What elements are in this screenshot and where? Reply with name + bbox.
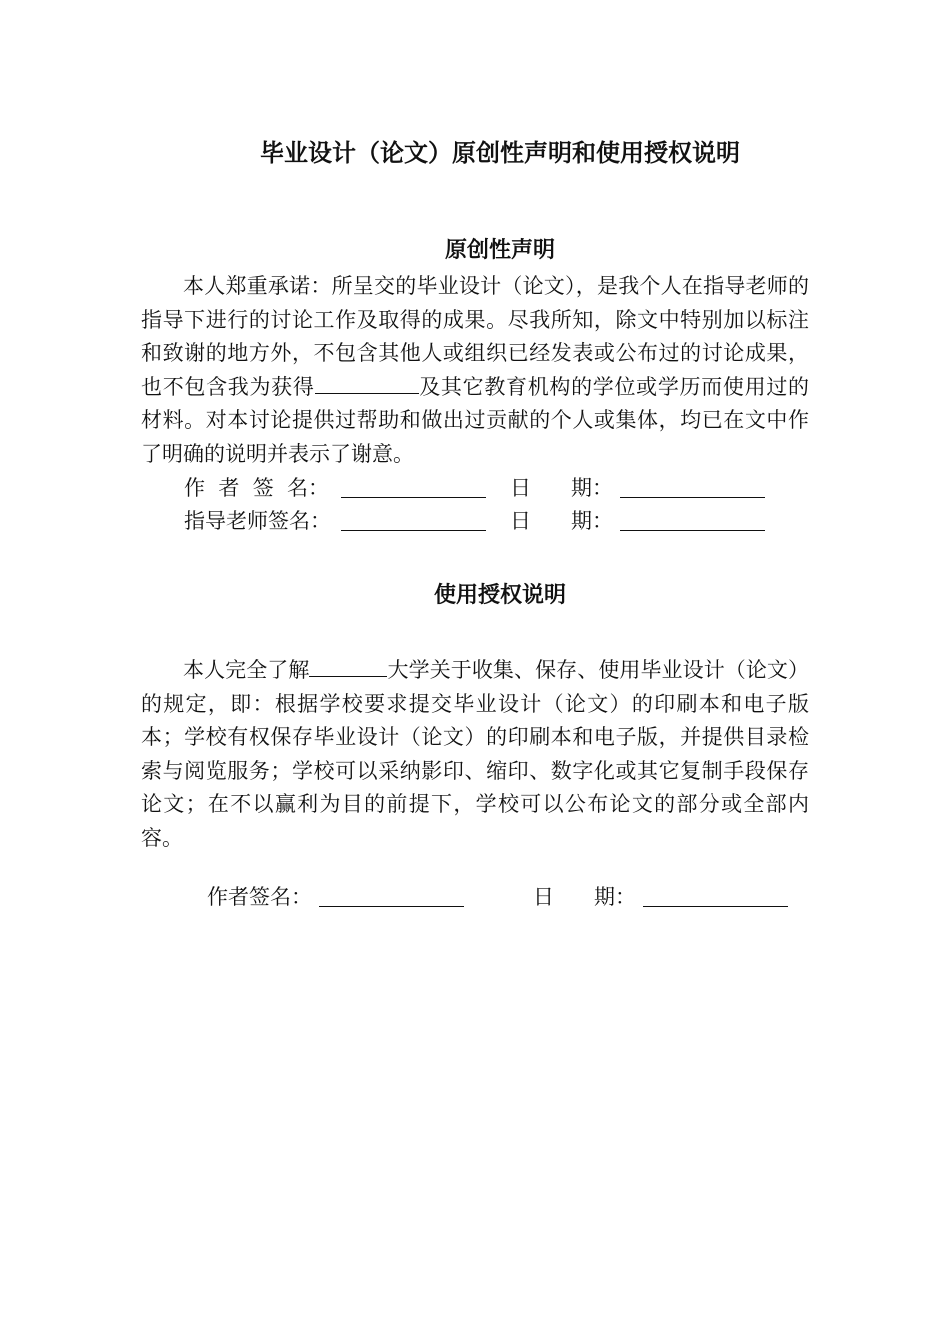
originality-statement	[141, 270, 809, 471]
originality-text-part2: 及其它教育机构的学位或学历而使用过的材料。对本讨论提供过帮助和做出过贡献的个人或集体，均已在文中作了明确的说明并表示了谢意。	[141, 374, 810, 466]
authorization-heading: 使用授权说明	[433, 583, 566, 608]
originality-text-part1: 本人郑重承诺：所呈交的毕业设计（论文），是我个人在指导老师的指导下进行的讨论工作及取得的成果。尽我所知，除文中特别加以标注和致谢的地方外，不包含其他人或组织已经发表或公布过的讨论成果，也不包含我为获得	[141, 274, 809, 399]
university-blank-field[interactable]	[309, 654, 387, 677]
author-sign-label: 作 者 签 名：	[184, 476, 330, 500]
date-label: 日 期：	[510, 476, 614, 500]
auth-date-field[interactable]	[643, 905, 788, 907]
author-sign-field[interactable]	[341, 496, 486, 498]
auth-date-label: 日 期：	[533, 885, 637, 909]
document-title: 毕业设计（论文）原创性声明和使用授权说明	[260, 139, 740, 167]
advisor-sign-field[interactable]	[341, 529, 486, 531]
authorization-text-part2: 大学关于收集、保存、使用毕业设计（论文）的规定，即：根据学校要求提交毕业设计（论文）的印刷本和电子版本；学校有权保存毕业设计（论文）的印刷本和电子版，并提供目录检索与阅览服务；学校可以采纳影印、缩印、数字化或其它复制手段保存论文；在不以赢利为目的前提下，学校可以公布论文的部分或全部内容。	[141, 658, 810, 850]
auth-author-sign-label: 作者签名：	[207, 885, 312, 909]
authorization-text-part1: 本人完全了解	[183, 658, 310, 682]
advisor-date-label: 日 期：	[510, 509, 614, 533]
degree-blank-field[interactable]	[315, 371, 419, 394]
date-field[interactable]	[620, 496, 765, 498]
advisor-date-field[interactable]	[620, 529, 765, 531]
advisor-sign-label: 指导老师签名：	[184, 509, 331, 533]
auth-author-sign-field[interactable]	[319, 905, 464, 907]
authorization-statement	[141, 654, 809, 855]
originality-heading: 原创性声明	[444, 238, 555, 263]
